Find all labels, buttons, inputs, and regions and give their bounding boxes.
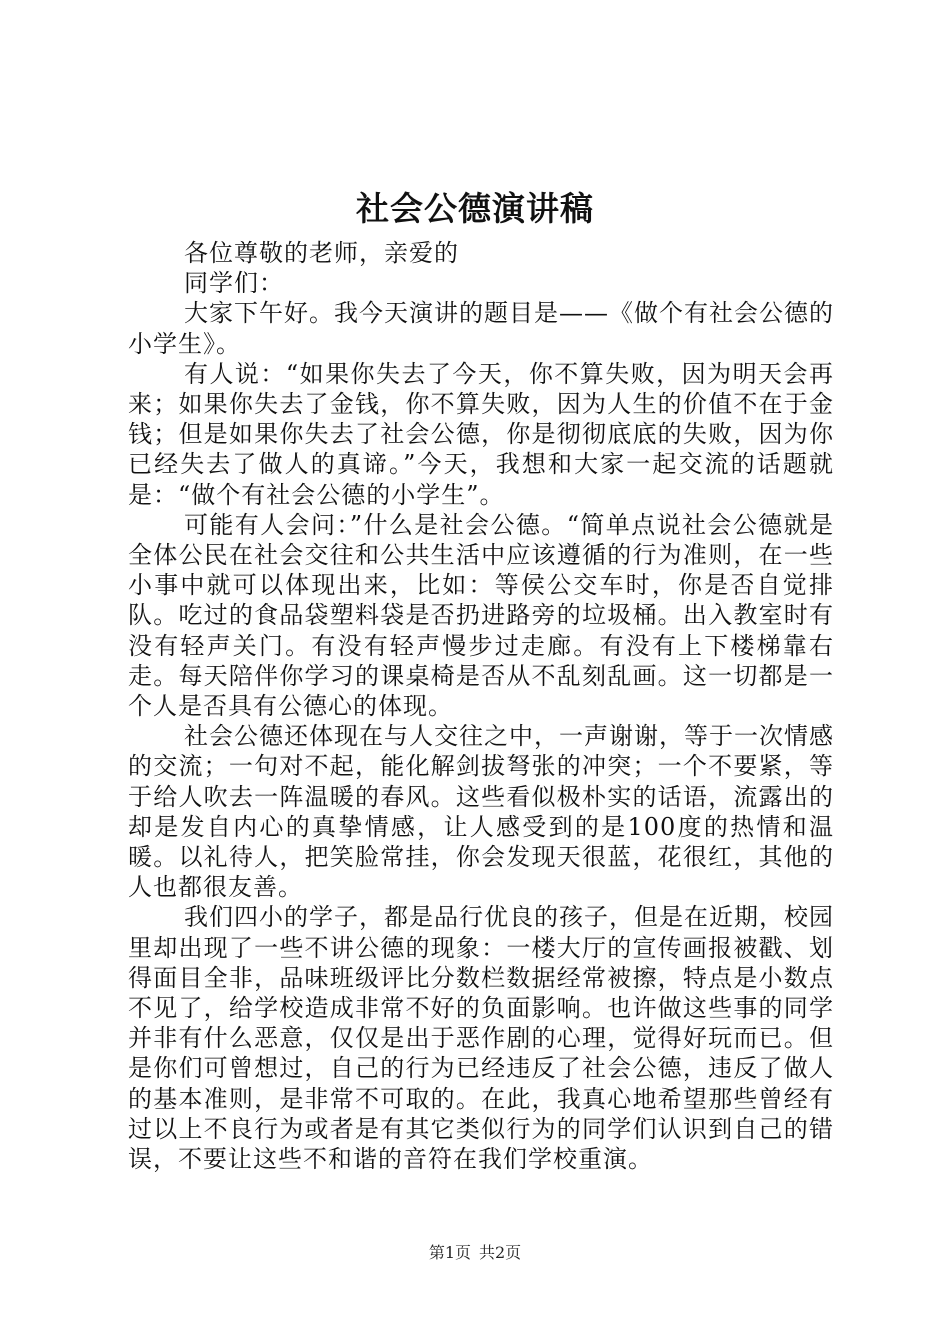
paragraph-intro: 大家下午好。我今天演讲的题目是——《做个有社会公德的小学生》。 <box>128 299 834 358</box>
greeting-line-2: 同学们： <box>184 269 284 298</box>
page-total: 共2页 <box>479 1243 522 1262</box>
document-title: 社会公德演讲稿 <box>356 189 594 228</box>
page-footer <box>0 1242 950 1264</box>
paragraph-quote: 有人说：“如果你失去了今天，你不算失败，因为明天会再来；如果你失去了金钱，你不算失败，因为人生的价值不在于金钱；但是如果你失去了社会公德，你是彻彻底底的失败，因为你已经失去了做人的真谛。”今天，我想和大家一起交流的话题就是：“做个有社会公德的小学生”。 <box>128 359 834 509</box>
page-number: 第1页 <box>428 1243 471 1262</box>
paragraph-school: 我们四小的学子，都是品行优良的孩子，但是在近期，校园里却出现了一些不讲公德的现象：一楼大厅的宣传画报被戳、划得面目全非，品味班级评比分数栏数据经常被擦，特点是小数点不见了，给学校造成非常不好的负面影响。也许做这些事的同学并非有什么恶意，仅仅是出于恶作剧的心理，觉得好玩而已。但是你们可曾想过，自己的行为已经违反了社会公德，违反了做人的基本准则，是非常不可取的。在此，我真心地希望那些曾经有过以上不良行为或者是有其它类似行为的同学们认识到自己的错误，不要让这些不和谐的音符在我们学校重演。 <box>128 903 834 1174</box>
document-body <box>128 238 834 1174</box>
greeting-line: 各位尊敬的老师，亲爱的 <box>184 239 459 267</box>
paragraph-interaction: 社会公德还体现在与人交往之中，一声谢谢，等于一次情感的交流；一句对不起，能化解剑拔弩张的冲突；一个不要紧，等于给人吹去一阵温暖的春风。这些看似极朴实的话语，流露出的却是发自内心的真挚情感，让人感受到的是100度的热情和温暖。以礼待人，把笑脸常挂，你会发现天很蓝，花很红，其他的人也都很友善。 <box>128 722 834 902</box>
paragraph-definition: 可能有人会问：”什么是社会公德。“简单点说社会公德就是全体公民在社会交往和公共生活中应该遵循的行为准则，在一些小事中就可以体现出来，比如：等侯公交车时，你是否自觉排队。吃过的食品袋塑料袋是否扔进路旁的垃圾桶。出入教室时有没有轻声关门。有没有轻声慢步过走廊。有没有上下楼梯靠右走。每天陪伴你学习的课桌椅是否从不乱刻乱画。这一切都是一个人是否具有公德心的体现。 <box>128 510 834 721</box>
